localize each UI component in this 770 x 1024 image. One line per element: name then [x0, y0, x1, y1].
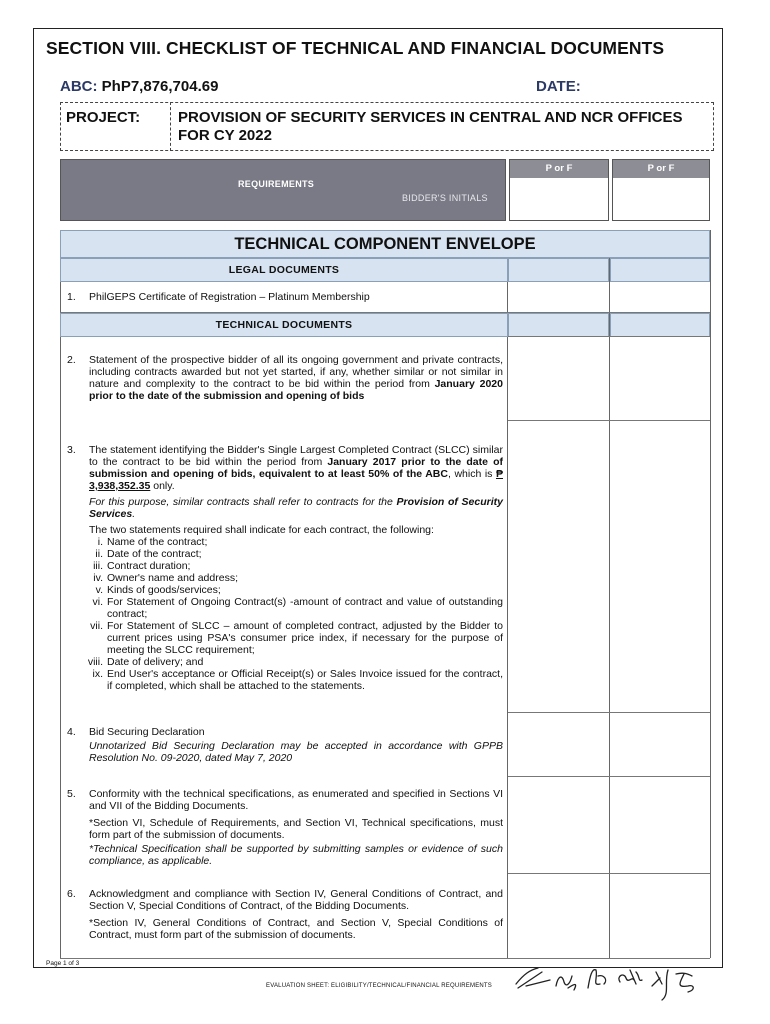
abc-label: ABC: — [60, 78, 98, 95]
item-note: . — [132, 508, 136, 520]
pf-header-1: P or F — [510, 160, 608, 178]
pf-column-2 — [612, 159, 710, 221]
item-number: 6. — [67, 888, 76, 900]
initials-signatures — [512, 962, 702, 1002]
table-bottom-border — [60, 958, 710, 959]
table-col-divider-1 — [507, 258, 508, 958]
item-note: *Section VI, Schedule of Requirements, and Section VI, Technical specifications, must form part of the submission of documents. — [89, 817, 503, 841]
technical-heading-cell — [508, 313, 609, 337]
item-text: Statement of the prospective bidder of all its ongoing government and private contracts, including contracts awarded but not yet started, if any, whether similar or not similar in nature and complexity to the contract to be bid within the period from — [89, 354, 503, 390]
list-item: vii. For Statement of SLCC – amount of completed contract, adjusted by the Bidder to current prices using PSA's consumer price index, if necessary for the purpose of meeting the SLCC requirement; — [90, 620, 503, 656]
legal-heading-cell — [610, 258, 710, 282]
table-left-border — [60, 230, 61, 958]
list-item: iv. Owner's name and address; — [93, 572, 238, 584]
item-text-bold: January 2017 prior to the date of submission and opening of bids, equivalent to at least 50% of the ABC — [89, 456, 504, 480]
item-note: *Technical Specification shall be supported by submitting samples or evidence of such compliance, as applicable. — [89, 843, 503, 867]
item-text: PhilGEPS Certificate of Registration – Platinum Membership — [89, 291, 370, 303]
row-divider — [508, 712, 710, 713]
pf-header-2: P or F — [613, 160, 709, 178]
technical-documents-heading: TECHNICAL DOCUMENTS — [60, 313, 508, 337]
footer-caption: EVALUATION SHEET: ELIGIBILITY/TECHNICAL/FINANCIAL REQUIREMENTS — [266, 983, 492, 989]
table-right-border — [710, 230, 711, 958]
requirements-header — [60, 159, 506, 221]
item-note: *Section IV, General Conditions of Contract, and Section V, Special Conditions of Contract, must form part of the submission of documents. — [89, 917, 503, 941]
item-text: The two statements required shall indicate for each contract, the following: — [89, 524, 434, 536]
abc-value: PhP7,876,704.69 — [101, 78, 219, 95]
project-divider — [170, 102, 171, 151]
list-item: vi. For Statement of Ongoing Contract(s) -amount of contract and value of outstanding contract; — [92, 596, 503, 620]
project-label: PROJECT: — [66, 109, 141, 126]
date-label: DATE: — [536, 78, 581, 95]
bidders-initials-label: BIDDER'S INITIALS — [402, 193, 488, 203]
item-text: Bid Securing Declaration — [89, 726, 205, 738]
item-note: Unnotarized Bid Securing Declaration may be accepted in accordance with GPPB Resolution No. 09-2020, dated May 7, 2020 — [89, 740, 503, 764]
contract-detail-list — [89, 536, 503, 692]
row-divider — [508, 776, 710, 777]
list-item: viii. Date of delivery; and — [87, 656, 204, 668]
row-divider — [508, 336, 710, 337]
requirements-label: REQUIREMENTS — [238, 179, 315, 189]
list-item — [67, 888, 503, 945]
row-divider — [508, 420, 710, 421]
row-divider — [508, 873, 710, 874]
item-note-bold: Provision of Security Services — [89, 496, 503, 520]
list-item: ix. End User's acceptance or Official Receipt(s) or Sales Invoice issued for the contract, if completed, which shall be attached to the statements. — [92, 668, 503, 692]
legal-documents-heading: LEGAL DOCUMENTS — [60, 258, 508, 282]
technical-envelope-heading: TECHNICAL COMPONENT ENVELOPE — [60, 230, 710, 258]
item-number: 3. — [67, 444, 76, 456]
list-item — [67, 444, 503, 692]
item-text: only. — [150, 480, 175, 492]
page-number: Page 1 of 3 — [46, 960, 80, 967]
list-item — [67, 291, 503, 303]
slcc-amount: ₱ 3,938,352.35 — [89, 468, 503, 492]
list-item: v. Kinds of goods/services; — [95, 584, 221, 596]
item-number: 5. — [67, 788, 76, 800]
list-item: iii. Contract duration; — [93, 560, 191, 572]
item-text-bold: January 2020 prior to the date of the submission and opening of bids — [89, 378, 503, 402]
technical-heading-cell — [610, 313, 710, 337]
item-note: For this purpose, similar contracts shall refer to contracts for the — [89, 496, 397, 508]
list-item: ii. Date of the contract; — [95, 548, 202, 560]
legal-heading-cell — [508, 258, 609, 282]
item-number: 4. — [67, 726, 76, 738]
item-text: , which is — [447, 468, 496, 480]
list-item — [67, 354, 503, 402]
item-text: Acknowledgment and compliance with Section IV, General Conditions of Contract, and Section V, Special Conditions of Contract, of the Bidding Documents. — [89, 888, 503, 912]
item-text: The statement identifying the Bidder's Single Largest Completed Contract (SLCC) similar to the contract to be bid within the period from — [89, 444, 503, 468]
abc-line — [60, 78, 218, 95]
item-number: 1. — [67, 291, 76, 303]
project-value: PROVISION OF SECURITY SERVICES IN CENTRAL AND NCR OFFICES FOR CY 2022 — [178, 109, 683, 144]
list-item — [67, 726, 503, 768]
table-col-divider-2 — [609, 258, 610, 958]
list-item — [67, 788, 503, 871]
list-item: i. Name of the contract; — [97, 536, 208, 548]
document-title: SECTION VIII. CHECKLIST OF TECHNICAL AND FINANCIAL DOCUMENTS — [46, 38, 665, 58]
pf-column-1 — [509, 159, 609, 221]
item-number: 2. — [67, 354, 76, 366]
item-text: Conformity with the technical specifications, as enumerated and specified in Sections VI and VII of the Bidding Documents. — [89, 788, 503, 812]
